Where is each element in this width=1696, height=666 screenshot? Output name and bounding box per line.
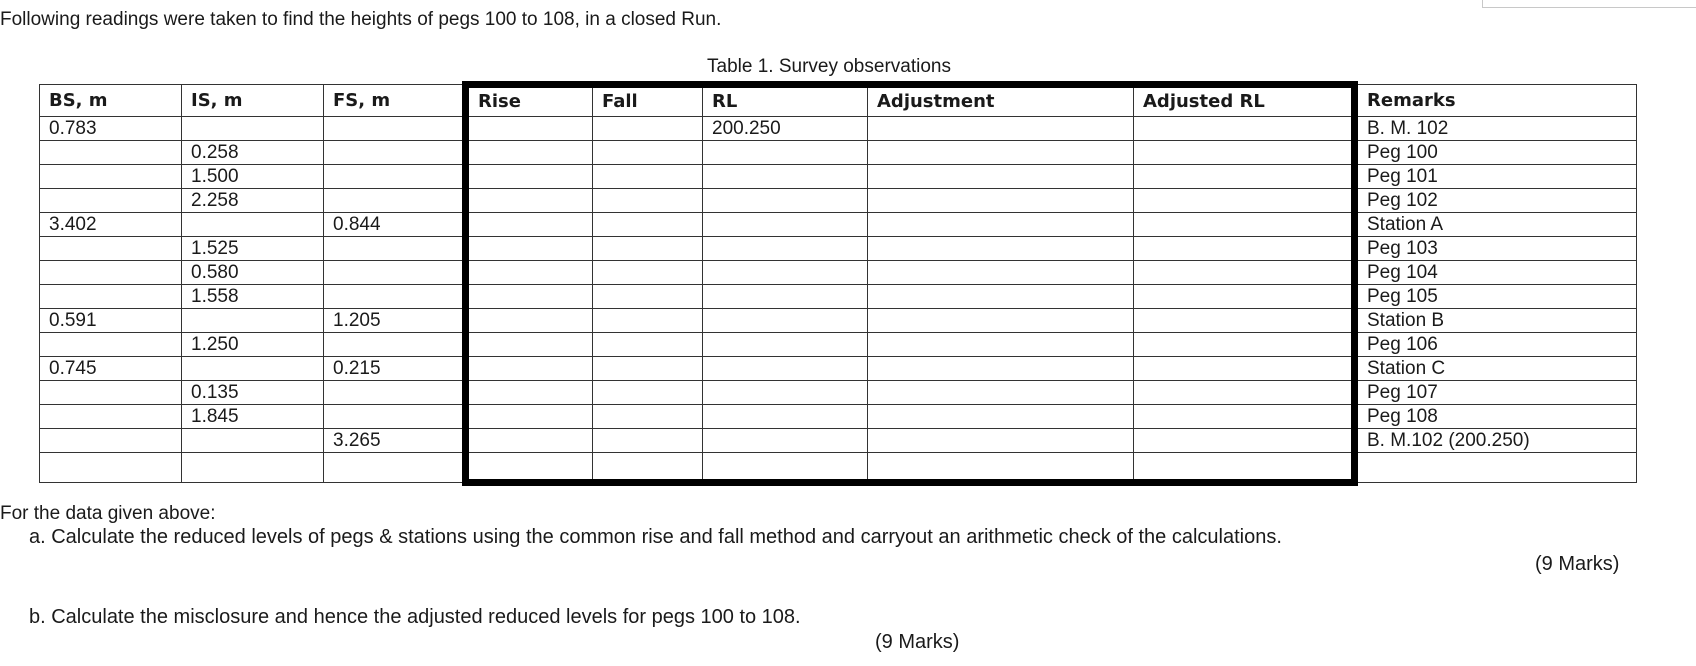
- table-cell: [703, 333, 868, 357]
- table-cell: 0.215: [324, 357, 466, 381]
- table-cell: Station B: [1355, 309, 1637, 333]
- table-row: [40, 333, 1637, 357]
- table-cell: 1.525: [182, 237, 324, 261]
- table-cell: [40, 381, 182, 405]
- table-row: [40, 285, 1637, 309]
- table-cell: [324, 261, 466, 285]
- table-cell: [324, 165, 466, 189]
- table-cell: Peg 105: [1355, 285, 1637, 309]
- table-row: [40, 261, 1637, 285]
- table-cell: [593, 237, 703, 261]
- table-cell: [1134, 189, 1355, 213]
- table-cell: [868, 165, 1134, 189]
- table-cell: 0.258: [182, 141, 324, 165]
- table-cell: 0.844: [324, 213, 466, 237]
- table-cell: [466, 117, 593, 141]
- table-cell: B. M. 102: [1355, 117, 1637, 141]
- table-cell: [593, 405, 703, 429]
- table-row: [40, 453, 1637, 483]
- table-cell: [1355, 453, 1637, 483]
- table-cell: [40, 261, 182, 285]
- table-cell: [40, 429, 182, 453]
- table-cell: [324, 285, 466, 309]
- table-cell: 3.265: [324, 429, 466, 453]
- corner-box: [1482, 0, 1696, 8]
- question-a-marks: (9 Marks): [1535, 553, 1620, 575]
- table-cell: [868, 405, 1134, 429]
- question-b: b. Calculate the misclosure and hence the adjusted reduced levels for pegs 100 to 108.: [29, 606, 801, 628]
- table-cell: Peg 104: [1355, 261, 1637, 285]
- intro-text: Following readings were taken to find the heights of pegs 100 to 108, in a closed Run.: [0, 9, 722, 30]
- table-cell: [593, 165, 703, 189]
- table-cell: 0.591: [40, 309, 182, 333]
- table-cell: [703, 405, 868, 429]
- column-header: IS, m: [182, 85, 324, 117]
- table-cell: [868, 333, 1134, 357]
- question-a: a. Calculate the reduced levels of pegs & stations using the common rise and fall method and carryout an arithmetic check of the calculations.: [29, 526, 1282, 548]
- table-cell: 3.402: [40, 213, 182, 237]
- table-cell: [703, 429, 868, 453]
- table-cell: [324, 333, 466, 357]
- table-cell: [1134, 357, 1355, 381]
- table-cell: [466, 429, 593, 453]
- column-header: BS, m: [40, 85, 182, 117]
- table-cell: [182, 429, 324, 453]
- table-row: [40, 357, 1637, 381]
- table-cell: [40, 405, 182, 429]
- table-cell: [1134, 237, 1355, 261]
- table-row: [40, 117, 1637, 141]
- table-cell: 1.558: [182, 285, 324, 309]
- table-cell: [1134, 309, 1355, 333]
- table-cell: [324, 237, 466, 261]
- table-cell: [593, 141, 703, 165]
- table-cell: [40, 453, 182, 483]
- column-header: RL: [703, 85, 868, 117]
- table-cell: [868, 189, 1134, 213]
- table-cell: [703, 285, 868, 309]
- table-cell: [593, 309, 703, 333]
- table-cell: [466, 261, 593, 285]
- table-cell: [1134, 165, 1355, 189]
- table-cell: [868, 453, 1134, 483]
- table-cell: [182, 453, 324, 483]
- table-cell: [182, 357, 324, 381]
- table-cell: Peg 107: [1355, 381, 1637, 405]
- table-row: [40, 309, 1637, 333]
- table-cell: [40, 333, 182, 357]
- table-row: [40, 429, 1637, 453]
- table-cell: [324, 453, 466, 483]
- table-cell: 0.580: [182, 261, 324, 285]
- table-cell: [40, 141, 182, 165]
- table-cell: [868, 141, 1134, 165]
- table-cell: [1134, 333, 1355, 357]
- table-cell: [466, 213, 593, 237]
- table-cell: 0.783: [40, 117, 182, 141]
- table-cell: [466, 141, 593, 165]
- table-cell: Peg 108: [1355, 405, 1637, 429]
- table-cell: [466, 405, 593, 429]
- table-cell: [593, 285, 703, 309]
- table-cell: 0.135: [182, 381, 324, 405]
- table-row: [40, 405, 1637, 429]
- table-row: [40, 213, 1637, 237]
- table-cell: [1134, 213, 1355, 237]
- table-cell: [703, 357, 868, 381]
- table-cell: [182, 213, 324, 237]
- table-cell: [703, 141, 868, 165]
- table-cell: [868, 357, 1134, 381]
- table-cell: [593, 429, 703, 453]
- table-cell: [324, 117, 466, 141]
- table-cell: [593, 189, 703, 213]
- table-cell: [868, 309, 1134, 333]
- table-cell: [593, 213, 703, 237]
- table-cell: [40, 285, 182, 309]
- table-cell: 2.258: [182, 189, 324, 213]
- column-header: Adjustment: [868, 85, 1134, 117]
- table-header-row: [40, 85, 1637, 117]
- table-cell: [324, 141, 466, 165]
- table-cell: [868, 285, 1134, 309]
- table-caption: Table 1. Survey observations: [707, 56, 951, 77]
- table-cell: Station C: [1355, 357, 1637, 381]
- table-cell: [466, 237, 593, 261]
- table-cell: [868, 237, 1134, 261]
- table-cell: [1134, 117, 1355, 141]
- table-cell: [593, 117, 703, 141]
- table-cell: [868, 381, 1134, 405]
- table-cell: [703, 189, 868, 213]
- table-cell: [1134, 405, 1355, 429]
- table-cell: 1.845: [182, 405, 324, 429]
- table-cell: 1.205: [324, 309, 466, 333]
- table-row: [40, 165, 1637, 189]
- table-cell: 0.745: [40, 357, 182, 381]
- table-cell: [703, 453, 868, 483]
- table-cell: 1.500: [182, 165, 324, 189]
- table-cell: [324, 381, 466, 405]
- table-cell: [182, 117, 324, 141]
- table-cell: [703, 165, 868, 189]
- table-cell: [1134, 141, 1355, 165]
- column-header: Fall: [593, 85, 703, 117]
- table-cell: [466, 357, 593, 381]
- column-header: FS, m: [324, 85, 466, 117]
- table-cell: [703, 381, 868, 405]
- questions-intro: For the data given above:: [0, 503, 216, 524]
- table-cell: [593, 453, 703, 483]
- column-header: Rise: [466, 85, 593, 117]
- table-cell: Peg 100: [1355, 141, 1637, 165]
- table-cell: [324, 189, 466, 213]
- table-cell: [593, 381, 703, 405]
- table-cell: 1.250: [182, 333, 324, 357]
- table-cell: [40, 237, 182, 261]
- table-cell: Peg 101: [1355, 165, 1637, 189]
- table-row: [40, 189, 1637, 213]
- table-cell: [868, 213, 1134, 237]
- table-cell: [466, 189, 593, 213]
- table-cell: Peg 106: [1355, 333, 1637, 357]
- table-cell: [868, 261, 1134, 285]
- table-cell: [466, 285, 593, 309]
- table-cell: [40, 189, 182, 213]
- table-cell: [1134, 261, 1355, 285]
- table-row: [40, 141, 1637, 165]
- table-cell: [868, 117, 1134, 141]
- question-b-marks: (9 Marks): [875, 631, 960, 653]
- table-cell: [1134, 285, 1355, 309]
- table-cell: [703, 237, 868, 261]
- table-cell: [703, 261, 868, 285]
- table-cell: [593, 357, 703, 381]
- table-cell: [593, 333, 703, 357]
- table-cell: [466, 333, 593, 357]
- table-cell: [466, 165, 593, 189]
- table-cell: [1134, 453, 1355, 483]
- survey-table: [39, 81, 1637, 486]
- table-cell: Peg 103: [1355, 237, 1637, 261]
- table-cell: [868, 429, 1134, 453]
- table-cell: [593, 261, 703, 285]
- table-cell: Peg 102: [1355, 189, 1637, 213]
- table-cell: 200.250: [703, 117, 868, 141]
- table-cell: [1134, 381, 1355, 405]
- table-row: [40, 381, 1637, 405]
- table-cell: Station A: [1355, 213, 1637, 237]
- table-cell: [466, 309, 593, 333]
- table-cell: [182, 309, 324, 333]
- table-cell: [466, 381, 593, 405]
- column-header: Remarks: [1355, 85, 1637, 117]
- table-cell: [1134, 429, 1355, 453]
- column-header: Adjusted RL: [1134, 85, 1355, 117]
- table-cell: [40, 165, 182, 189]
- table-cell: B. M.102 (200.250): [1355, 429, 1637, 453]
- table-row: [40, 237, 1637, 261]
- table-cell: [466, 453, 593, 483]
- table-cell: [703, 309, 868, 333]
- table-cell: [703, 213, 868, 237]
- table-cell: [324, 405, 466, 429]
